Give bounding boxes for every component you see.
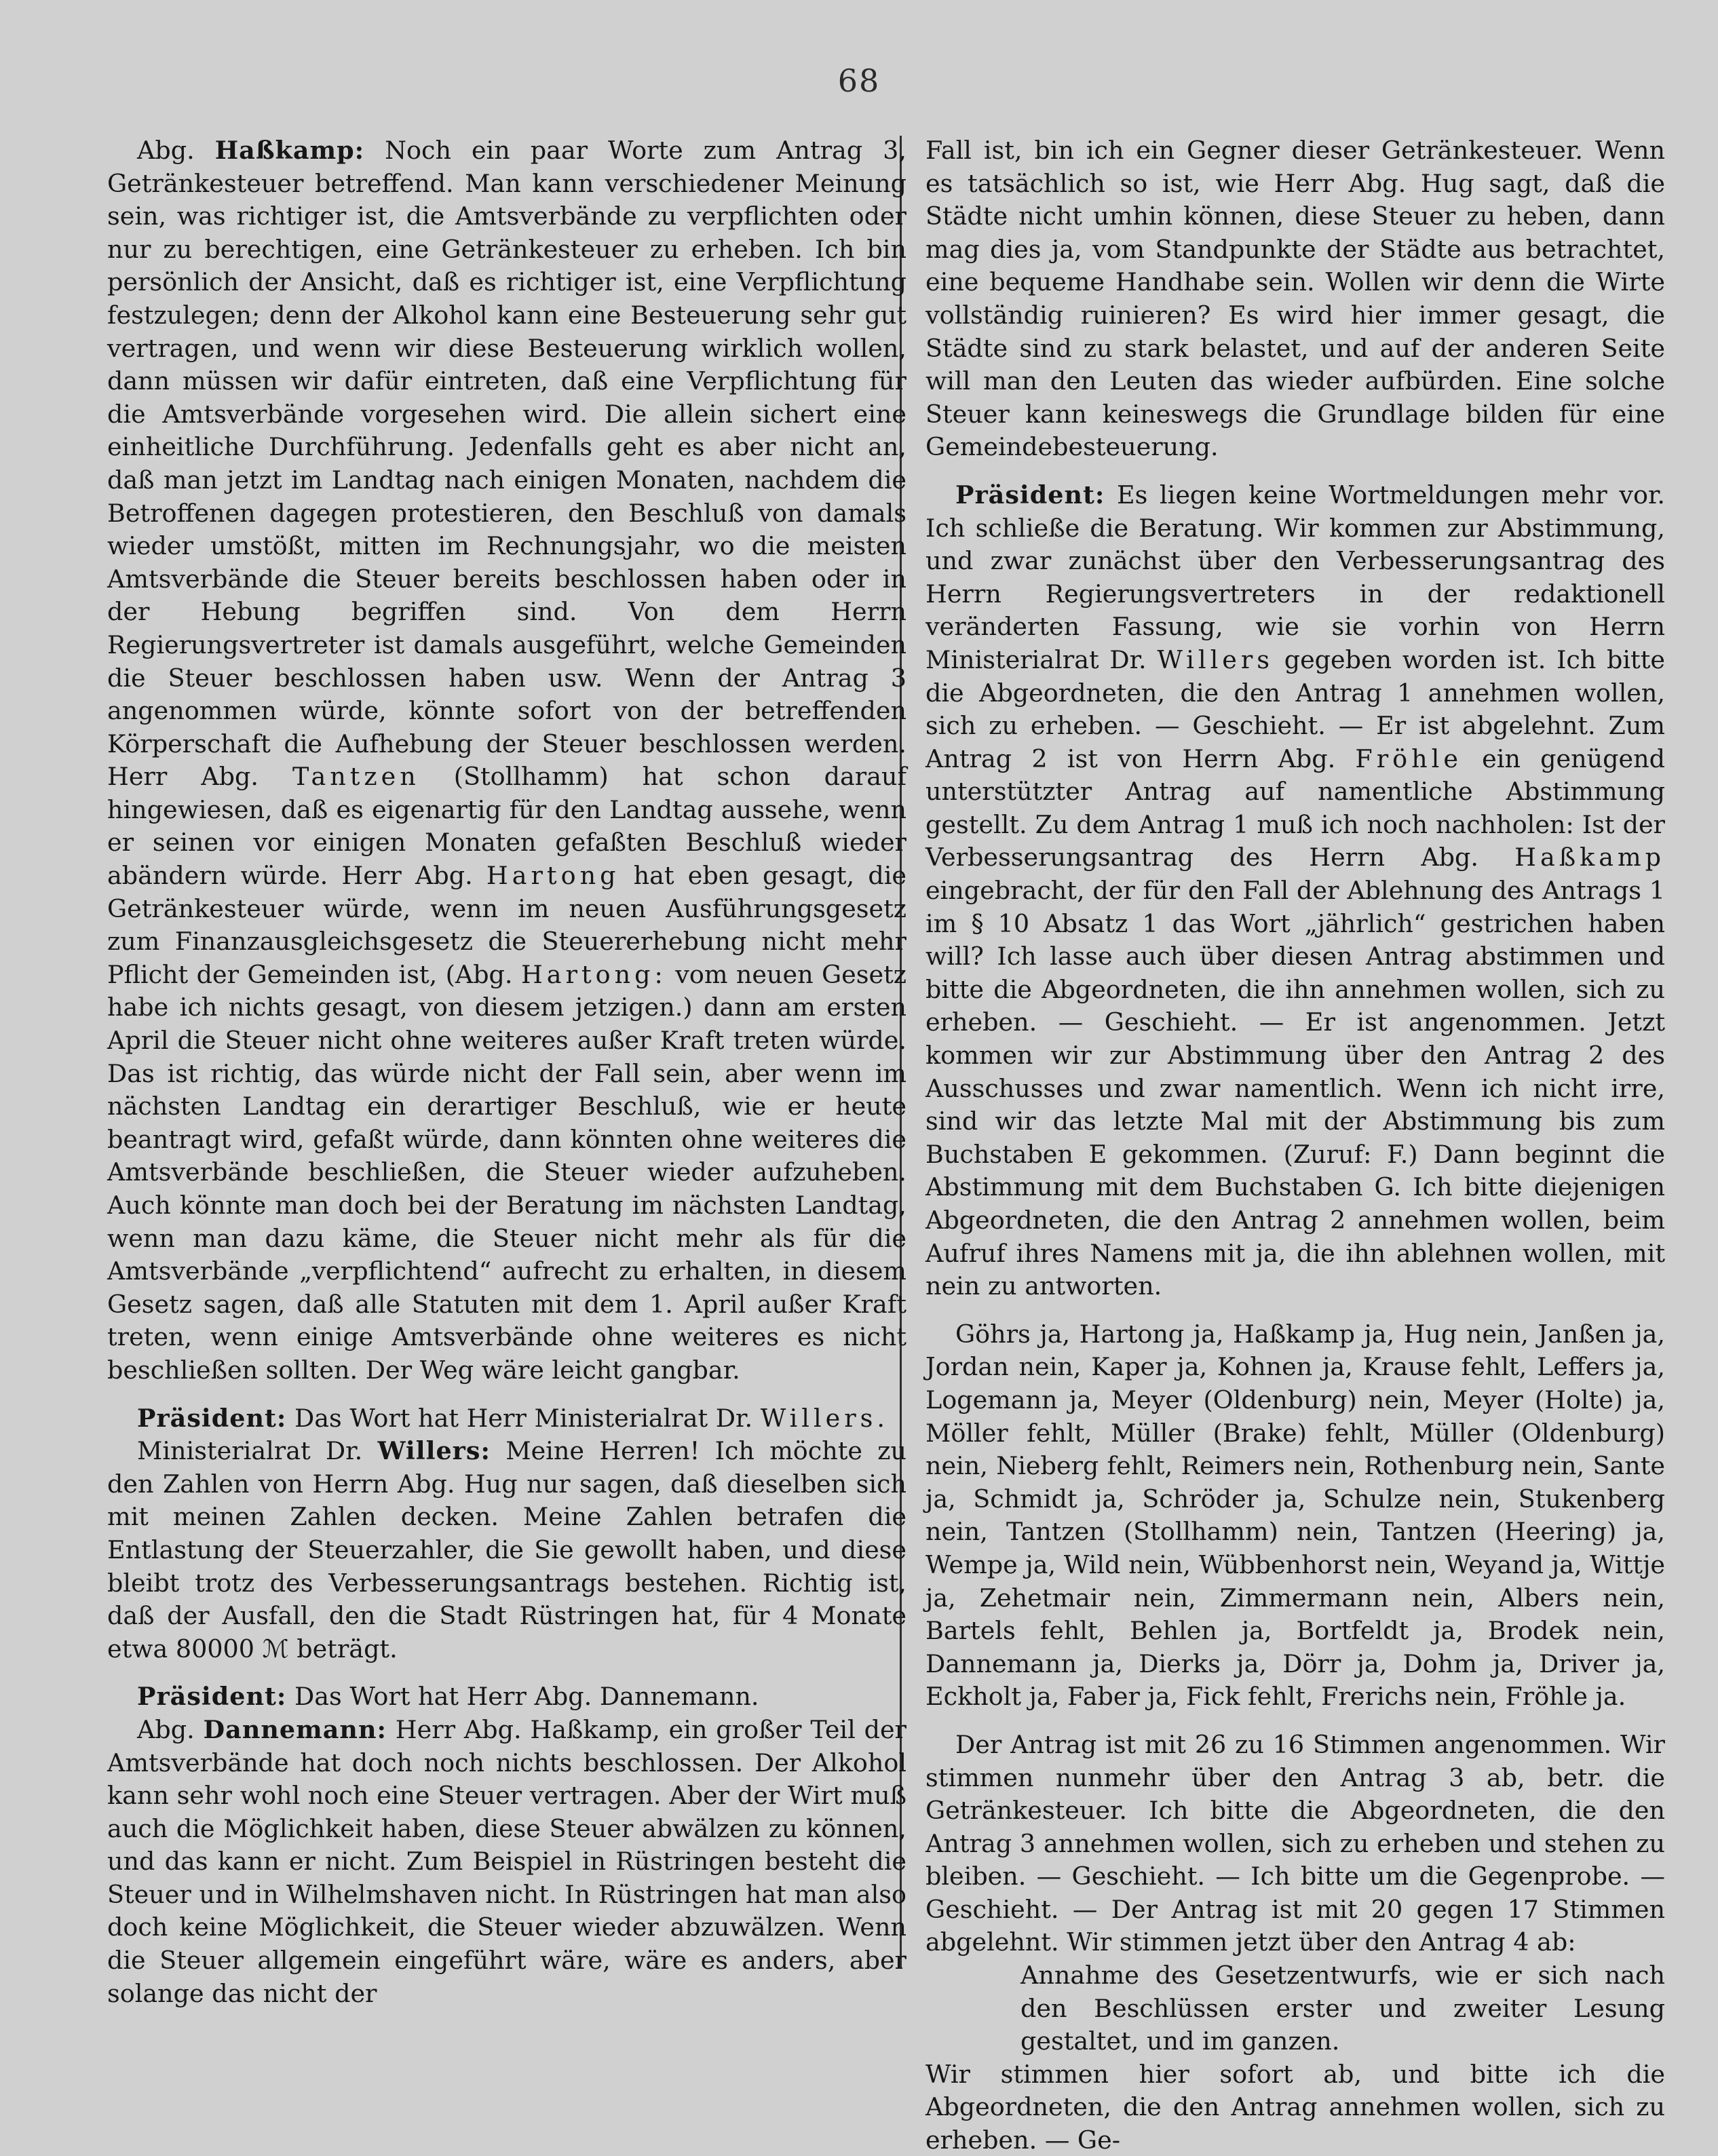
spaced-name: Willers (1157, 644, 1274, 674)
spaced-name: Haßkamp (1514, 843, 1665, 872)
speech-text: eingebracht, der für den Fall der Ablehnung des Antrags 1 im § 10 Absatz 1 das Wort „jährlich“ gestrichen haben will? Ich lasse auch über diesen Antrag abstimmen und bitte die Abgeordneten, die ihn annehmen wollen, sich zu erheben. — Geschieht. — Er ist angenommen. Jetzt kommen wir zur Abstimmung über den Antrag 2 des Ausschusses und zwar namentlich. Wenn ich nicht irre, sind wir das letzte Mal mit der Abstimmung bis zum Buchstaben E gekommen. (Zuruf: F.) Dann beginnt die Abstimmung mit dem Buchstaben G. Ich bitte diejenigen Abgeordneten, die den Antrag 2 annehmen wollen, beim Aufruf ihres Namens mit ja, die ihn ablehnen wollen, mit nein zu antworten. (925, 876, 1665, 1301)
speech-text: Es liegen keine Wortmeldungen mehr vor. Ich schließe die Beratung. Wir kommen zur Abstimmung, und zwar zunächst über den Verbesserungsantrag des Herrn Regierungsvertreters in der redaktionell veränderten Fassung, wie sie vorhin von Herrn Ministerialrat Dr. (925, 480, 1666, 674)
speech-text: Das Wort hat Herr Ministerialrat Dr. (294, 1403, 753, 1433)
paragraph-dannemann-continued (925, 134, 1665, 464)
right-column (925, 134, 1665, 2156)
speech-text: Fall ist, bin ich ein Gegner dieser Getränkesteuer. Wenn es tatsächlich so ist, wie Herr Abg. Hug sagt, daß die Städte nicht umhin können, diese Steuer zu heben, dann mag dies ja, vom Standpunkte der Städte aus betrachtet, eine bequeme Handhabe sein. Wollen wir denn die Wirte vollständig ruinieren? Es wird hier immer gesagt, die Städte sind zu stark belastet, und auf der anderen Seite will man den Leuten das wieder aufbürden. Eine solche Steuer kann keineswegs die Grundlage bilden für eine Gemeindebesteuerung. (925, 136, 1665, 462)
speaker-name: Präsident: (137, 1682, 287, 1712)
speech-text: hat eben gesagt, die Getränkesteuer würde, wenn im neuen Ausführungsgesetz zum Finanzausgleichsgesetz die Steuererhebung nicht mehr Pflicht der Gemeinden ist, (Abg. (107, 861, 906, 989)
speaker-prefix: Abg. (137, 1714, 195, 1744)
spaced-name: Hartong: (520, 959, 667, 989)
paragraph-hasskamp-speech (107, 134, 906, 1387)
speaker-name: Präsident: (137, 1403, 287, 1433)
speech-text: vom neuen Gesetz habe ich nichts gesagt, von diesem jetzigen.) dann am ersten April die Steuer nicht ohne weiteres außer Kraft treten würde. Das ist richtig, das würde nicht der Fall sein, aber wenn im nächsten Landtag ein derartiger Beschluß, wie er heute beantragt wird, gefaßt würde, dann könnten ohne weiteres die Amtsverbände beschließen, die Steuer wieder aufzuheben. Auch könnte man doch bei der Beratung im nächsten Landtag, wenn man dazu käme, die Steuer nicht mehr als für die Amtsverbände „verpflichtend“ aufrecht zu erhalten, in diesem Gesetz sagen, daß alle Statuten mit dem 1. April außer Kraft treten, wenn einige Amtsverbände ohne weiteres es nicht beschließen sollten. Der Weg wäre leicht gangbar. (107, 959, 906, 1385)
speech-text: Noch ein paar Worte zum Antrag 3, Getränkesteuer betreffend. Man kann verschiedener Meinung sein, was richtiger ist, die Amtsverbände zu verpflichten oder nur zu berechtigen, eine Getränkesteuer zu erheben. Ich bin persönlich der Ansicht, daß es richtiger ist, eine Verpflichtung festzulegen; denn der Alkohol kann eine Besteuerung sehr gut vertragen, und wenn wir diese Besteuerung wirklich wollen, dann müssen wir dafür eintreten, daß eine Verpflichtung für die Amtsverbände vorgesehen wird. Die allein sichert eine einheitliche Durchführung. Jedenfalls geht es aber nicht an, daß man jetzt im Landtag nach einigen Monaten, nachdem die Betroffenen dagegen protestieren, den Beschluß von damals wieder umstößt, mitten im Rechnungsjahr, wo die meisten Amtsverbände die Steuer bereits beschlossen haben oder in der Hebung begriffen sind. Von dem Herrn Regierungsvertreter ist damals ausgeführt, welche Gemeinden die Steuer beschlossen haben usw. Wenn der Antrag 3 angenommen würde, könnte sofort von der betreffenden Körperschaft die Aufhebung der Steuer beschlossen werden. Herr Abg. (107, 136, 906, 792)
speech-text: ein genügend unterstützter Antrag auf namentliche Abstimmung gestellt. Zu dem Antrag 1 muß ich noch nachholen: Ist der Verbesserungsantrag des Herrn Abg. (925, 744, 1665, 872)
speech-text: Herr Abg. Haßkamp, ein großer Teil der Amtsverbände hat doch noch nichts beschlossen. Der Alkohol kann sehr wohl noch eine Steuer vertragen. Aber der Wirt muß auch die Möglichkeit haben, diese Steuer abwälzen zu können, und das kann er nicht. Zum Beispiel in Rüstringen besteht die Steuer und in Wilhelmshaven nicht. In Rüstringen hat man also doch keine Möglichkeit, die Steuer wieder abzuwälzen. Wenn die Steuer allgemein eingeführt wäre, wäre es anders, aber solange das nicht der (107, 1714, 907, 2008)
speaker-name: Dannemann: (203, 1714, 387, 1744)
page-number: 68 (837, 62, 881, 99)
speaker-prefix: Abg. (137, 136, 195, 165)
speech-text: gegeben worden ist. Ich bitte die Abgeordneten, die den Antrag 1 annehmen wollen, sich zu erheben. — Geschieht. — Er ist abgelehnt. Zum Antrag 2 ist von Herrn Abg. (925, 644, 1665, 773)
spaced-name: Fröhle (1355, 744, 1462, 773)
paragraph-vote-results (925, 1729, 1665, 1959)
speaker-name: Haßkamp: (214, 136, 365, 165)
speech-text: Das Wort hat Herr Abg. Dannemann. (294, 1682, 759, 1712)
amendment-text: Annahme des Gesetzentwurfs, wie er sich nach den Beschlüssen erster und zweiter Lesung gestaltet, und im ganzen. (1020, 1961, 1665, 2056)
speaker-prefix: Ministerialrat Dr. (137, 1436, 363, 1466)
speaker-name: Willers: (377, 1436, 491, 1466)
speaker-name: Präsident: (955, 480, 1105, 509)
vote-list-text: Göhrs ja, Hartong ja, Haßkamp ja, Hug nein, Janßen ja, Jordan nein, Kaper ja, Kohnen ja, Krause fehlt, Leffers ja, Logemann ja, Meyer (Oldenburg) nein, Meyer (Holte) ja, Möller fehlt, Müller (Brake) fehlt, Müller (Oldenburg) nein, Nieberg fehlt, Reimers nein, Rothenburg nein, Sante ja, Schmidt ja, Schröder ja, Schulze nein, Stukenberg nein, Tantzen (Stollhamm) nein, Tantzen (Heering) ja, Wempe ja, Wild nein, Wübbenhorst nein, Weyand ja, Wittje ja, Zehetmair nein, Zimmermann nein, Albers nein, Bartels fehlt, Behlen ja, Bortfeldt ja, Brodek nein, Dannemann ja, Dierks ja, Dörr ja, Dohm ja, Driver ja, Eckholt ja, Faber ja, Fick fehlt, Frerichs nein, Fröhle ja. (925, 1319, 1665, 1712)
speech-text: Meine Herren! Ich möchte zu den Zahlen von Herrn Abg. Hug nur sagen, daß dieselben sich mit meinen Zahlen decken. Meine Zahlen betrafen die Entlastung der Steuerzahler, die Sie gewollt haben, und diese bleibt trotz des Verbesserungsantrags bestehen. Richtig ist, daß der Ausfall, den die Stadt Rüstringen hat, für 4 Monate etwa 80000 ℳ beträgt. (107, 1436, 906, 1663)
spaced-name: Tantzen (292, 762, 420, 792)
paragraph-president-3 (925, 479, 1665, 1303)
spaced-name: Hartong (486, 861, 620, 891)
paragraph-president-2 (107, 1680, 906, 1714)
paragraph-president-1 (107, 1402, 906, 1436)
speech-text: Der Antrag ist mit 26 zu 16 Stimmen angenommen. Wir stimmen nunmehr über den Antrag 3 ab, betr. die Getränkesteuer. Ich bitte die Abgeordneten, die den Antrag 3 annehmen wollen, sich zu erheben und stehen zu bleiben. — Geschieht. — Ich bitte um die Gegenprobe. — Geschieht. — Der Antrag ist mit 20 gegen 17 Stimmen abgelehnt. Wir stimmen jetzt über den Antrag 4 ab: (925, 1729, 1665, 1957)
paragraph-willers-speech (107, 1435, 906, 1666)
paragraph-dannemann-speech (107, 1714, 906, 2010)
paragraph-final (925, 2058, 1665, 2156)
paragraph-vote-list (925, 1318, 1665, 1714)
spaced-name: Willers. (760, 1403, 889, 1433)
speech-text: Wir stimmen hier sofort ab, und bitte ich die Abgeordneten, die den Antrag annehmen wollen, sich zu erheben. — Ge- (925, 2059, 1665, 2155)
left-column (107, 134, 906, 2010)
speech-text: (Stollhamm) hat schon darauf hingewiesen, daß es eigenartig für den Landtag aussehe, wenn er seinen vor einigen Monaten gefaßten Beschluß wieder abändern würde. Herr Abg. (107, 762, 907, 891)
